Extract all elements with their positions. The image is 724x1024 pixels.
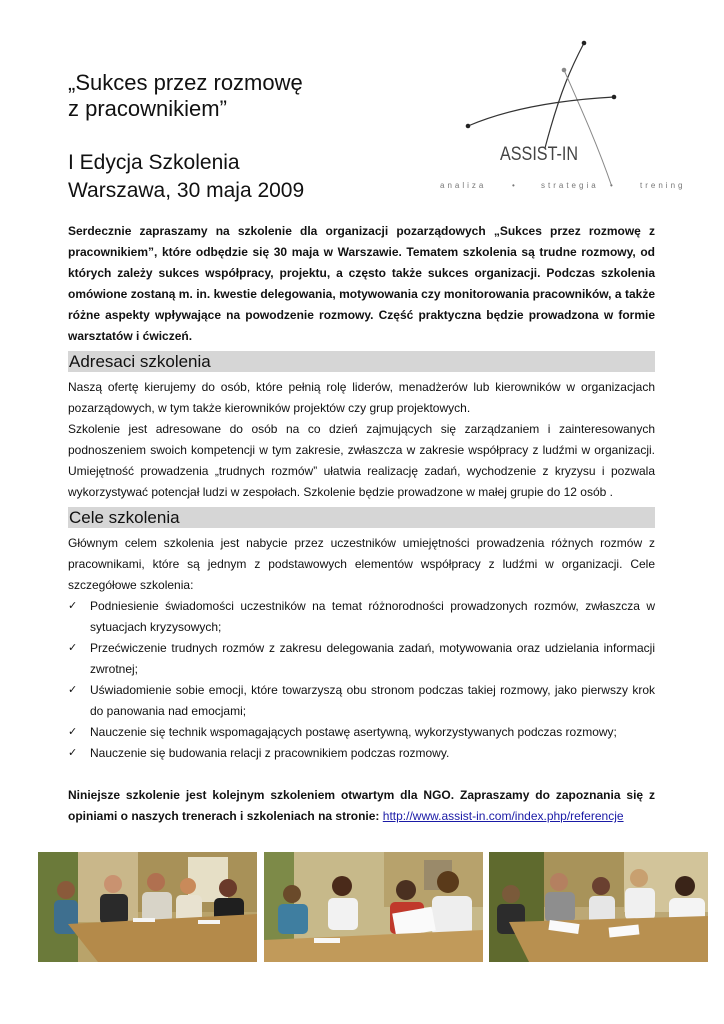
checkmark-icon: ✓ [68,642,78,654]
assist-in-logo [440,36,685,196]
section-heading-cele: Cele szkolenia [68,507,655,528]
goal-text: Uświadomienie sobie emocji, które towarzyszą obu stronom podczas takiej rozmowy, jako pierwszy krok do panowania nad emocjami; [90,683,655,718]
list-item [68,638,655,680]
edition-info [68,149,398,205]
goals-list [68,596,655,764]
document-body [68,221,655,827]
training-photo-2 [264,852,483,962]
goal-text: Nauczenie się budowania relacji z pracownikiem podczas rozmowy. [90,746,450,760]
logo-tagline [440,181,685,193]
closing-text: Niniejsze szkolenie jest kolejnym szkoleniem otwartym dla NGO. Zapraszamy do zapoznania się z opiniami o naszych trenerach i szkoleniach na stronie: [68,788,655,823]
list-item [68,680,655,722]
list-item [68,743,655,764]
tagline-dot-2: • [610,181,616,190]
training-photo-1 [38,852,257,962]
references-link[interactable]: http://www.assist-in.com/index.php/referencje [382,809,624,823]
list-item [68,596,655,638]
tagline-dot-1: • [512,181,518,190]
training-photo-3 [489,852,708,962]
tagline-word-strategia: strategia [541,181,599,190]
place-date: Warszawa, 30 maja 2009 [68,179,305,202]
section-heading-adresaci: Adresaci szkolenia [68,351,655,372]
checkmark-icon: ✓ [68,726,78,738]
document-title: „Sukces przez rozmowę z pracownikiem” [68,70,303,121]
photo-strip [38,852,708,962]
adresaci-paragraph-2: Szkolenie jest adresowane do osób na co dzień zajmujących się zarządzaniem i zainteresowanych podnoszeniem swoich kompetencji w tym zakresie, zwłaszcza w zakresie współpracy z ludźmi w organizacji. Umiejętność prowadzenia „trudnych rozmów” ułatwia realizację zadań, wychodzenie z kryzysu i pozwala wykorzystywać potencjał ludzi w zespołach. Szkolenie będzie prowadzone w małej grupie do 12 osób . [68,422,655,499]
checkmark-icon: ✓ [68,600,78,612]
intro-paragraph: Serdecznie zapraszamy na szkolenie dla organizacji pozarządowych „Sukces przez rozmowę z pracownikiem”, które odbędzie się 30 maja w Warszawie. Tematem szkolenia są trudne rozmowy, od których zależy sukces współpracy, projektu, a często także sukces organizacji. Podczas szkolenia omówione zostaną m. in. kwestie delegowania, motywowania czy monitorowania pracowników, a także różne aspekty wpływające na powodzenie rozmowy. Część praktyczna będzie prowadzona w formie warsztatów i ćwiczeń. [68,224,655,343]
list-item [68,722,655,743]
closing-paragraph [68,785,655,827]
tagline-word-trening: trening [640,181,686,190]
edition-label: I Edycja Szkolenia [68,151,240,174]
checkmark-icon: ✓ [68,684,78,696]
goal-text: Przećwiczenie trudnych rozmów z zakresu delegowania zadań, motywowania oraz udzielania informacji zwrotnej; [90,641,655,676]
goal-text: Nauczenie się technik wspomagających postawę asertywną, wykorzystywanych podczas rozmowy; [90,725,617,739]
cele-lead-paragraph: Głównym celem szkolenia jest nabycie przez uczestników umiejętności prowadzenia różnych rozmów z pracownikami, które są jednym z podstawowych elementów współpracy z ludźmi w organizacji. Cele szczegółowe szkolenia: [68,536,655,592]
tagline-word-analiza: analiza [440,181,487,190]
adresaci-paragraph-1: Naszą ofertę kierujemy do osób, które pełnią rolę liderów, menadżerów lub kierowników w organizacjach pozarządowych, w tym także kierowników projektów czy grup projektowych. [68,380,655,415]
logo-name: ASSIST-IN [500,144,579,165]
goal-text: Podniesienie świadomości uczestników na temat różnorodności prowadzonych rozmów, zwłaszcza w sytuacjach kryzysowych; [90,599,655,634]
checkmark-icon: ✓ [68,747,78,759]
